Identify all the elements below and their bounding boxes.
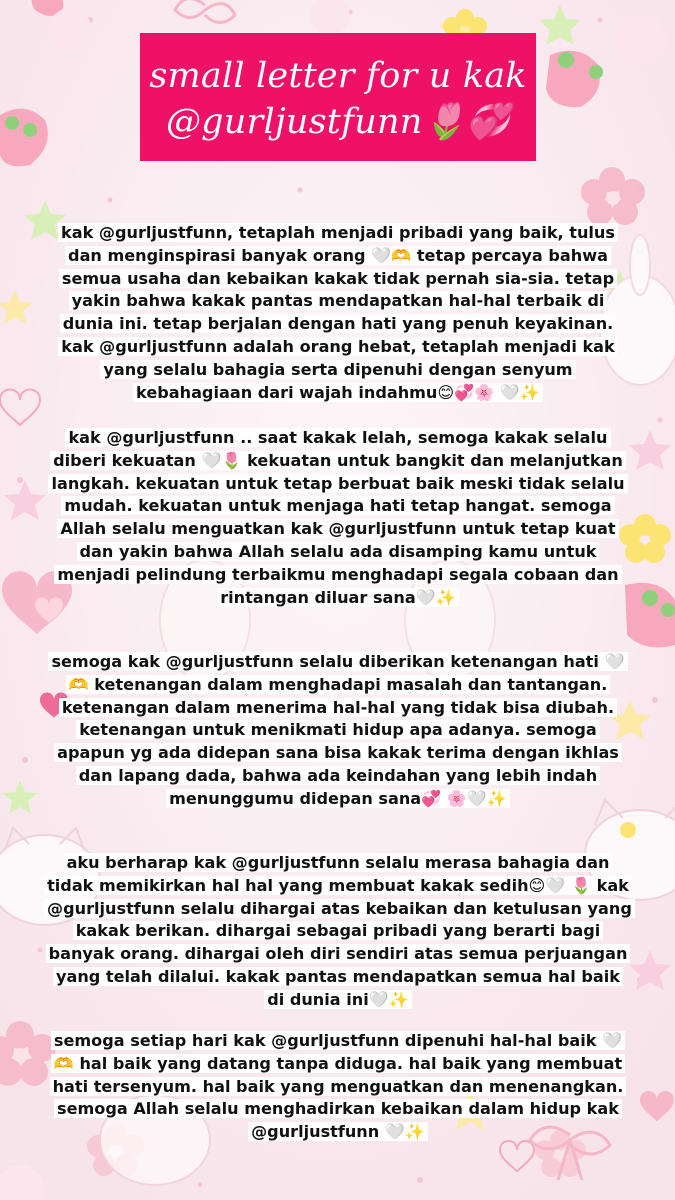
letter-paragraph-text: aku berharap kak @gurljustfunn selalu merasa bahagia dan tidak memikirkan hal hal yang membuat kakak sedih😊🤍 🌷 kak @gurljustfunn selalu dihargai atas kebaikan dan ketulusan yang kakak berikan. dihargai sebagai pribadi yang berarti bagi banyak orang. dihargai oleh diri sendiri atas semua perjuangan yang telah dilalui. kakak pantas mendapatkan semua hal baik di dunia ini🤍✨	[44, 853, 635, 1009]
letter-paragraph-1	[44, 222, 632, 404]
title-banner	[140, 33, 536, 161]
letter-paragraph-text: semoga kak @gurljustfunn selalu diberikan ketenangan hati 🤍🫶 ketenangan dalam menghadapi masalah dan tantangan. ketenangan dalam menerima hal-hal yang tidak bisa diubah. ketenangan untuk menikmati hidup apa adanya. semoga apapun yg ada didepan sana bisa kakak terima dengan ikhlas dan lapang dada, bahwa ada keindahan yang lebih indah menunggumu didepan sana💞 🌸🤍✨	[48, 652, 627, 808]
title-line-2: @gurljustfunn🌷💞	[165, 102, 511, 142]
letter-paragraph-text: kak @gurljustfunn .. saat kakak lelah, semoga kakak selalu diberi kekuatan 🤍🌷 kekuatan untuk bangkit dan melanjutkan langkah. kekuatan untuk tetap berbuat baik meski tidak selalu mudah. kekuatan untuk menjaga hati tetap hangat. semoga Allah selalu menguatkan kak @gurljustfunn untuk tetap kuat dan yakin bahwa Allah selalu ada disamping kamu untuk menjadi pelindung terbaikmu menghadapi segala cobaan dan rintangan diluar sana🤍✨	[48, 428, 627, 607]
letter-paragraph-text: semoga setiap hari kak @gurljustfunn dipenuhi hal-hal baik 🤍🫶 hal baik yang datang tanpa diduga. hal baik yang membuat hati tersenyum. hal baik yang menguatkan dan menenangkan. semoga Allah selalu menghadirkan kebaikan dalam hidup kak @gurljustfunn 🤍✨	[50, 1031, 627, 1141]
letter-paragraph-3	[44, 651, 632, 811]
letter-paragraph-5	[44, 1030, 632, 1144]
strawberry-icon	[625, 583, 675, 648]
letter-paragraph-4	[44, 852, 632, 1012]
letter-paragraph-2	[44, 427, 632, 609]
title-line-1: small letter for u kak	[149, 56, 527, 96]
letter-paragraph-text: kak @gurljustfunn, tetaplah menjadi pribadi yang baik, tulus dan menginspirasi banyak orang 🤍🫶 tetap percaya bahwa semua usaha dan kebaikan kakak tidak pernah sia-sia. tetap yakin bahwa kakak pantas mendapatkan hal-hal terbaik di dunia ini. tetap berjalan dengan hati yang penuh keyakinan. kak @gurljustfunn adalah orang hebat, tetaplah menjadi kak yang selalu bahagia serta dipenuhi dengan senyum kebahagiaan dari wajah indahmu😊💞🌸 🤍✨	[58, 223, 618, 402]
